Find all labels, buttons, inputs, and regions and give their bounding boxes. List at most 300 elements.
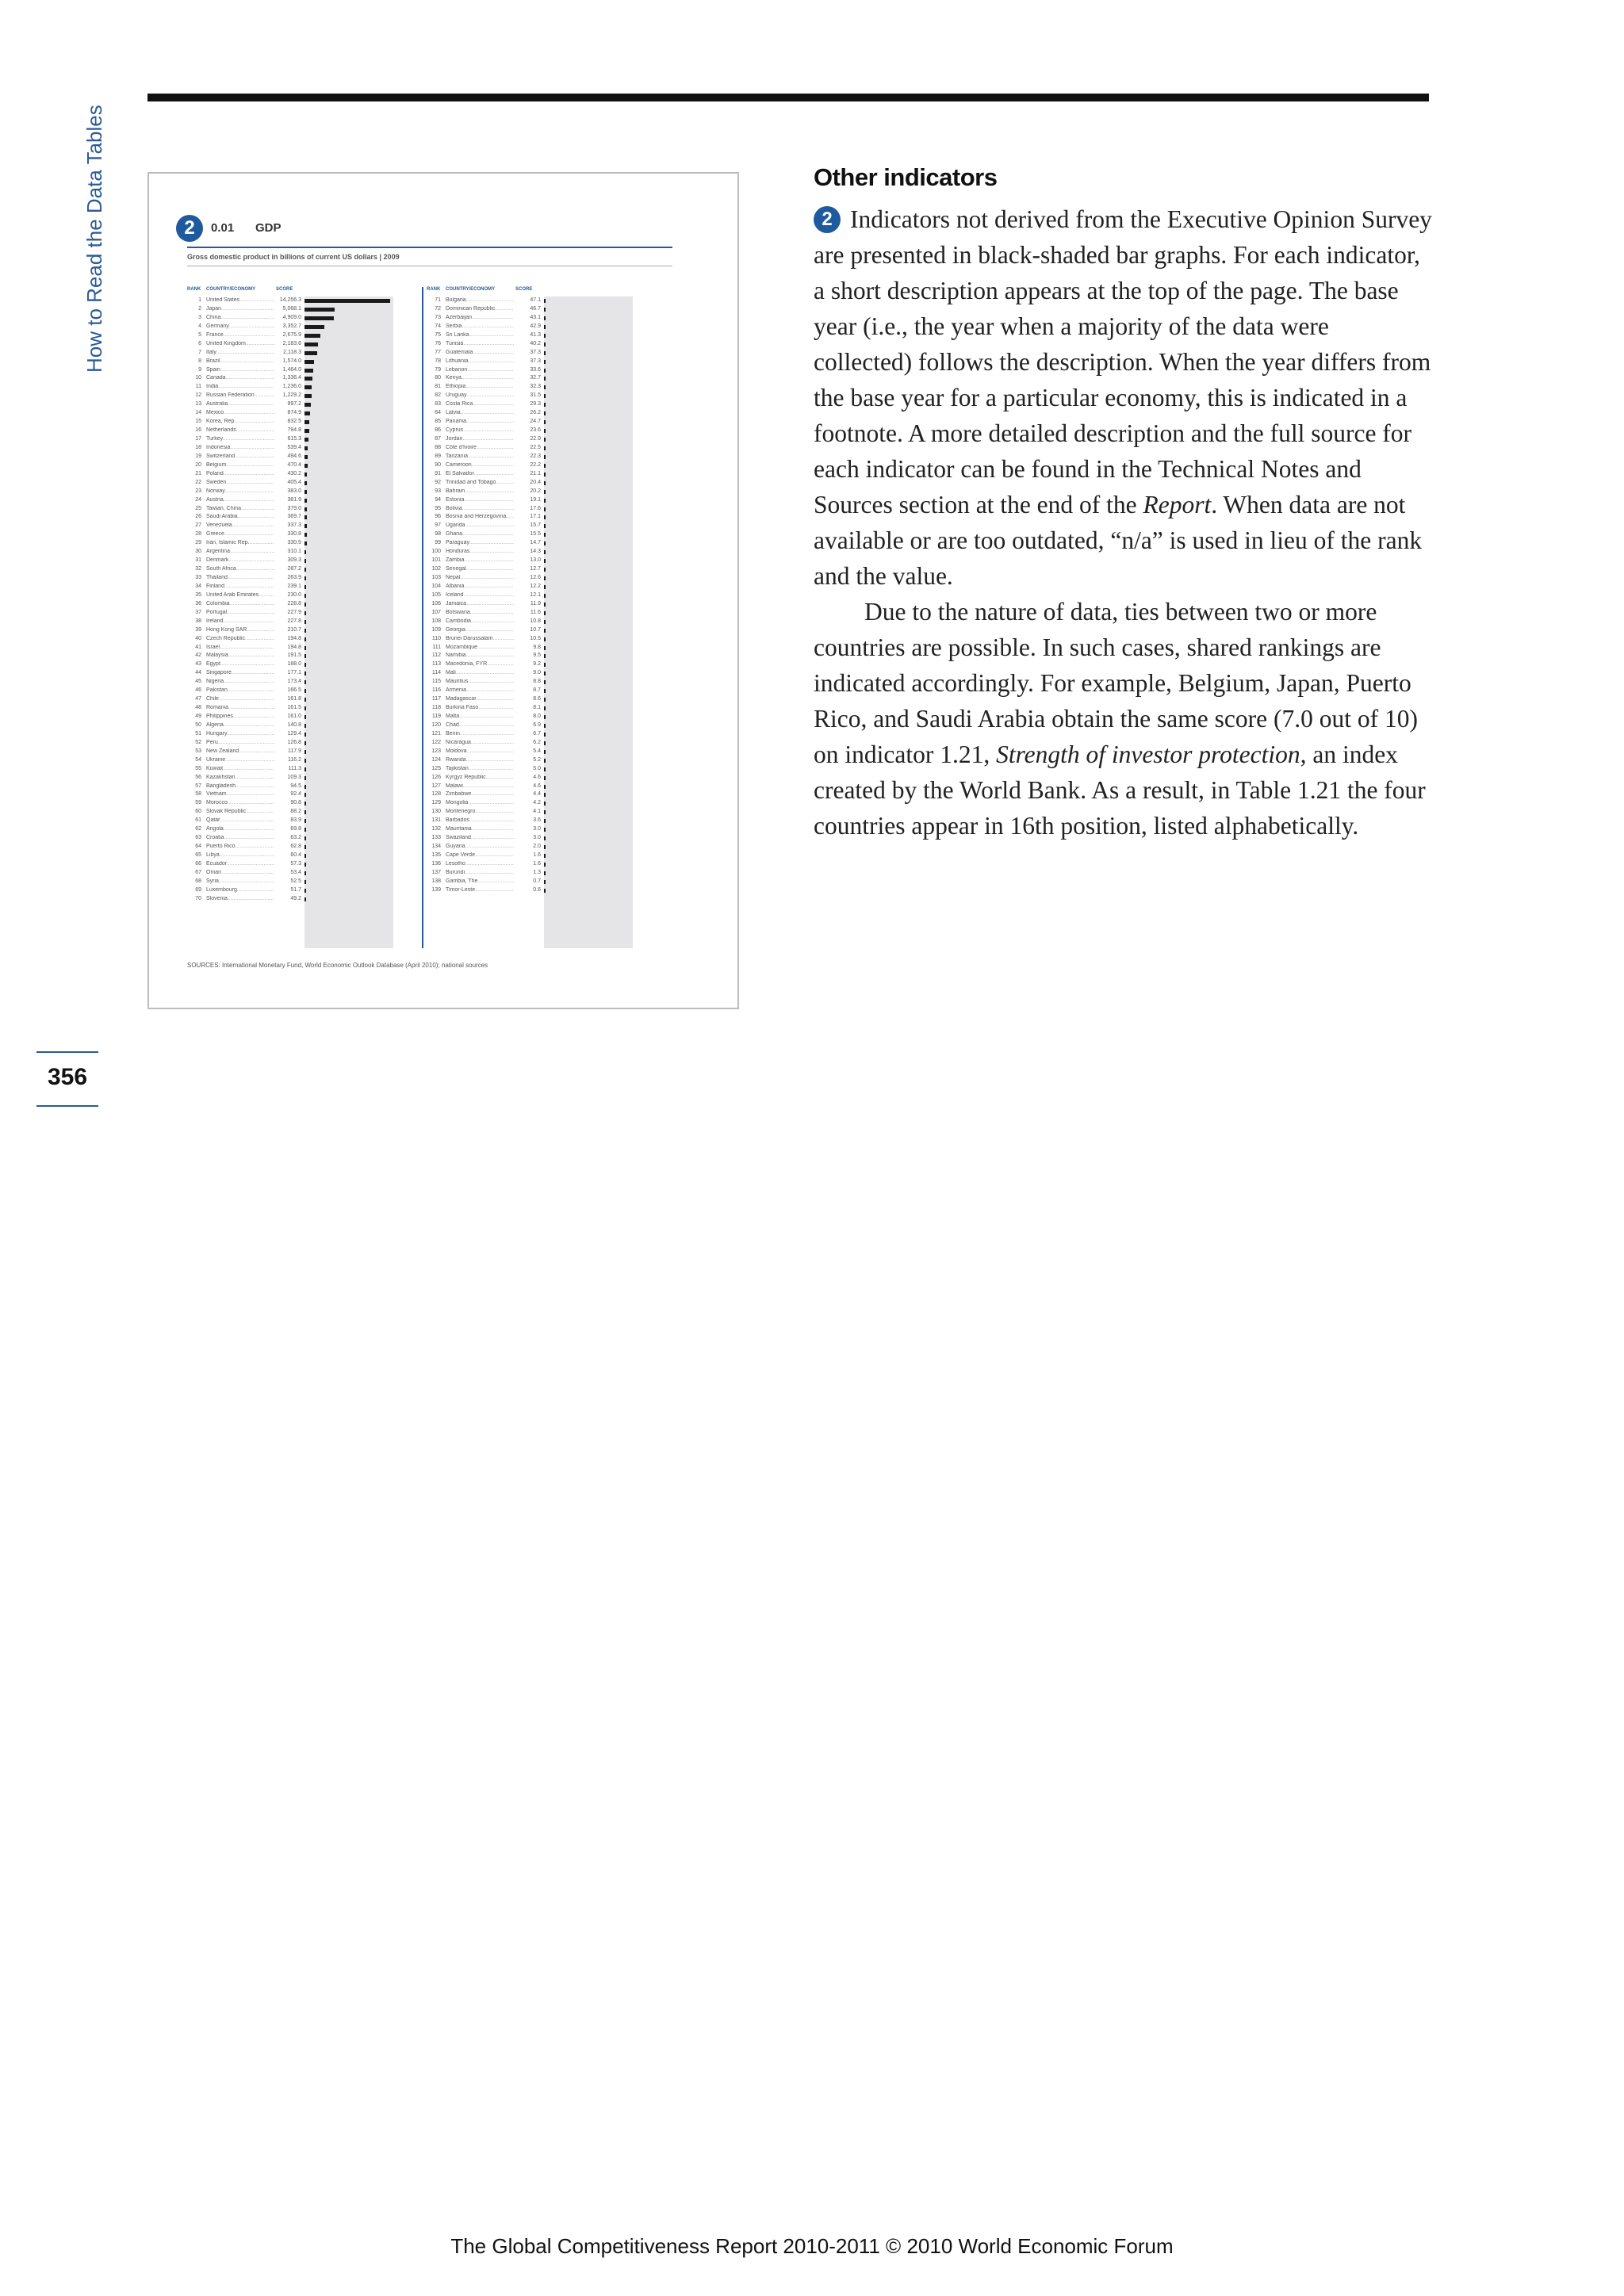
rank-value: 54 xyxy=(195,756,201,763)
rank-value: 65 xyxy=(195,852,201,858)
rank-value: 43 xyxy=(195,661,201,668)
rank-value: 39 xyxy=(195,626,201,633)
score-value: 14.3 xyxy=(514,549,541,554)
score-value: 94.5 xyxy=(274,783,301,789)
country-name: Botswana ..... xyxy=(446,610,514,615)
page-number-box xyxy=(36,1051,98,1107)
score-bar xyxy=(544,446,546,450)
table-row xyxy=(427,783,665,791)
table-row xyxy=(427,695,665,704)
table-row xyxy=(427,748,665,756)
table-row xyxy=(187,774,425,783)
table-row xyxy=(187,409,425,418)
rank-value: 4 xyxy=(198,323,201,329)
rank-value: 61 xyxy=(195,817,201,824)
page-number: 356 xyxy=(47,1064,88,1090)
table-row xyxy=(427,539,665,548)
score-value: 330.5 xyxy=(274,540,301,545)
score-value: 1.6 xyxy=(514,852,541,858)
rank-value: 23 xyxy=(195,488,201,494)
country-name: Russian Federation ..... xyxy=(206,392,274,398)
table-row xyxy=(427,557,665,565)
score-bar xyxy=(544,750,546,754)
score-bar xyxy=(304,515,307,519)
country-name: Qatar ..... xyxy=(206,817,274,823)
table-row xyxy=(187,461,425,470)
country-name: Azerbaijan ..... xyxy=(446,315,514,320)
score-bar xyxy=(544,828,546,832)
rank-value: 1 xyxy=(198,297,201,303)
table-row xyxy=(427,400,665,409)
score-bar xyxy=(304,733,306,737)
score-value: 310.1 xyxy=(274,549,301,554)
table-row xyxy=(427,591,665,600)
rank-value: 107 xyxy=(431,609,441,615)
table-row xyxy=(427,505,665,514)
country-name: Saudi Arabia ..... xyxy=(206,514,274,519)
score-value: 42.9 xyxy=(514,323,541,329)
country-name: Sweden ..... xyxy=(206,480,274,485)
country-name: Japan ..... xyxy=(206,306,274,312)
score-value: 10.7 xyxy=(514,627,541,633)
table-row xyxy=(187,565,425,574)
column-divider xyxy=(422,287,423,948)
country-name: Guyana ..... xyxy=(446,844,514,849)
rank-value: 55 xyxy=(195,765,201,771)
score-bar xyxy=(304,455,308,459)
rank-value: 73 xyxy=(435,314,441,320)
table-row xyxy=(427,652,665,660)
rank-value: 131 xyxy=(431,817,441,824)
table-row xyxy=(427,444,665,453)
rank-header: RANK xyxy=(187,287,201,292)
score-bar xyxy=(304,750,306,754)
country-name: Timor-Leste ..... xyxy=(446,887,514,893)
country-name: Lesotho ..... xyxy=(446,861,514,867)
rank-value: 7 xyxy=(198,349,201,355)
rank-value: 112 xyxy=(431,652,441,659)
table-row xyxy=(187,860,425,869)
table-row xyxy=(187,609,425,618)
score-value: 4.1 xyxy=(514,809,541,814)
country-name: Burkina Faso ..... xyxy=(446,705,514,710)
rank-value: 63 xyxy=(195,835,201,841)
score-bar xyxy=(544,672,546,675)
table-row xyxy=(187,843,425,851)
table-row xyxy=(187,323,425,331)
table-row xyxy=(187,748,425,756)
rank-value: 133 xyxy=(431,835,441,841)
rank-value: 13 xyxy=(195,401,201,408)
table-row xyxy=(427,470,665,479)
score-bar xyxy=(304,473,307,476)
rank-value: 89 xyxy=(435,453,441,459)
score-bar xyxy=(304,802,306,806)
country-name: Zimbabwe ..... xyxy=(446,791,514,797)
score-bar xyxy=(544,524,546,528)
score-bar xyxy=(304,524,307,528)
country-name: Barbados ..... xyxy=(446,817,514,823)
ranking-table xyxy=(187,287,672,948)
country-name: Mali ..... xyxy=(446,670,514,675)
score-bar xyxy=(304,438,308,442)
score-bar xyxy=(304,550,306,554)
top-rule xyxy=(147,94,1429,101)
rank-value: 93 xyxy=(435,488,441,494)
rank-value: 12 xyxy=(195,392,201,399)
score-value: 1.6 xyxy=(514,861,541,867)
score-value: 6.7 xyxy=(514,731,541,737)
table-row xyxy=(187,366,425,375)
country-header: COUNTRY/ECONOMY xyxy=(446,287,496,292)
rank-value: 82 xyxy=(435,392,441,399)
table-row xyxy=(427,799,665,808)
paragraph-1 xyxy=(814,201,1432,594)
rank-value: 36 xyxy=(195,600,201,607)
country-name: Costa Rica ..... xyxy=(446,401,514,407)
table-row xyxy=(187,427,425,435)
country-name: Georgia ..... xyxy=(446,627,514,633)
country-name: Cameroon ..... xyxy=(446,462,514,468)
score-bar xyxy=(544,550,546,554)
country-name: Singapore ..... xyxy=(206,670,274,675)
score-value: 8.7 xyxy=(514,687,541,693)
score-value: 230.0 xyxy=(274,592,301,598)
score-bar xyxy=(304,351,317,355)
score-bar xyxy=(304,342,318,346)
rank-value: 15 xyxy=(195,419,201,425)
score-bar xyxy=(544,385,546,389)
score-value: 4.4 xyxy=(514,791,541,797)
score-bar xyxy=(544,507,546,511)
table-row xyxy=(427,678,665,687)
country-name: El Salvador ..... xyxy=(446,471,514,476)
rank-value: 104 xyxy=(431,583,441,589)
rank-value: 25 xyxy=(195,505,201,511)
country-name: Argentina ..... xyxy=(206,549,274,554)
country-name: Honduras ..... xyxy=(446,549,514,554)
score-bar xyxy=(544,620,546,624)
report-title: Report xyxy=(1143,491,1212,519)
score-value: 832.5 xyxy=(274,419,301,424)
country-name: Nicaragua ..... xyxy=(446,740,514,745)
score-bar xyxy=(304,871,306,875)
rank-value: 28 xyxy=(195,531,201,538)
country-name: Jordan ..... xyxy=(446,436,514,442)
rank-value: 9 xyxy=(198,366,201,373)
country-name: Ukraine ..... xyxy=(206,757,274,763)
score-value: 383.0 xyxy=(274,488,301,494)
score-value: 24.7 xyxy=(514,419,541,424)
score-value: 46.7 xyxy=(514,306,541,312)
country-name: Denmark ..... xyxy=(206,557,274,563)
score-value: 5,068.1 xyxy=(274,306,301,312)
score-bar xyxy=(544,351,546,355)
country-name: Ireland ..... xyxy=(206,618,274,624)
rank-value: 2 xyxy=(198,305,201,312)
table-row xyxy=(427,739,665,748)
ranking-column-left xyxy=(187,287,425,904)
rank-value: 68 xyxy=(195,878,201,884)
score-value: 11.9 xyxy=(514,601,541,607)
score-bar xyxy=(304,576,306,580)
score-value: 40.2 xyxy=(514,341,541,346)
country-name: Cyprus ..... xyxy=(446,427,514,433)
rank-value: 91 xyxy=(435,470,441,476)
rank-value: 40 xyxy=(195,635,201,641)
table-row xyxy=(187,331,425,340)
country-header: COUNTRY/ECONOMY xyxy=(206,287,256,292)
rank-value: 62 xyxy=(195,826,201,832)
score-bar xyxy=(544,603,546,607)
rank-value: 70 xyxy=(195,895,201,901)
rank-value: 20 xyxy=(195,461,201,468)
table-row xyxy=(187,444,425,453)
score-value: 4.6 xyxy=(514,783,541,789)
score-value: 15.7 xyxy=(514,522,541,528)
score-value: 49.2 xyxy=(274,896,301,901)
score-bar xyxy=(544,637,546,641)
country-name: Brunei Darussalam ..... xyxy=(446,636,514,641)
score-bar xyxy=(544,308,546,312)
table-row xyxy=(187,435,425,444)
country-name: Macedonia, FYR ..... xyxy=(446,661,514,667)
score-bar xyxy=(304,541,307,545)
country-name: Kenya ..... xyxy=(446,375,514,381)
rank-value: 66 xyxy=(195,860,201,867)
score-bar xyxy=(544,646,546,650)
rank-value: 31 xyxy=(195,557,201,564)
rank-value: 110 xyxy=(431,635,441,641)
score-value: 69.8 xyxy=(274,826,301,832)
score-value: 8.0 xyxy=(514,714,541,719)
rank-value: 10 xyxy=(195,375,201,381)
score-value: 17.6 xyxy=(514,506,541,511)
column-header xyxy=(427,287,665,297)
rank-value: 48 xyxy=(195,705,201,711)
score-value: 126.8 xyxy=(274,740,301,745)
score-value: 337.3 xyxy=(274,522,301,528)
score-value: 2,183.6 xyxy=(274,341,301,346)
score-bar xyxy=(304,559,306,563)
rank-value: 32 xyxy=(195,566,201,572)
score-bar xyxy=(544,759,546,763)
rank-value: 11 xyxy=(195,384,201,390)
rank-value: 130 xyxy=(431,809,441,815)
country-name: Pakistan ..... xyxy=(206,687,274,693)
score-bar xyxy=(544,438,546,442)
score-value: 53.4 xyxy=(274,870,301,875)
table-row xyxy=(427,488,665,496)
rank-value: 136 xyxy=(431,860,441,867)
score-bar xyxy=(544,871,546,875)
score-value: 3.0 xyxy=(514,826,541,832)
score-value: 2,675.9 xyxy=(274,332,301,338)
table-row xyxy=(187,305,425,314)
rank-value: 14 xyxy=(195,410,201,416)
score-bar xyxy=(304,785,306,789)
table-row xyxy=(427,340,665,349)
country-name: Ethiopia ..... xyxy=(446,384,514,389)
rank-value: 51 xyxy=(195,730,201,737)
paragraph-1-end: . When data are not available or are too outdated, “n/a” is used in lieu of the rank and the value. xyxy=(814,491,1423,590)
table-row xyxy=(187,817,425,825)
rank-value: 138 xyxy=(431,878,441,884)
score-bar xyxy=(544,360,546,364)
score-value: 379.0 xyxy=(274,506,301,511)
country-name: Dominican Republic ..... xyxy=(446,306,514,312)
country-name: Jamaica ..... xyxy=(446,601,514,607)
country-name: Malawi ..... xyxy=(446,783,514,789)
score-value: 615.3 xyxy=(274,436,301,442)
score-bar xyxy=(304,568,306,572)
country-name: Tunisia ..... xyxy=(446,341,514,346)
table-row xyxy=(187,453,425,461)
table-row xyxy=(187,539,425,548)
country-name: Mauritius ..... xyxy=(446,679,514,684)
rank-value: 85 xyxy=(435,419,441,425)
score-value: 51.7 xyxy=(274,887,301,893)
country-name: Lithuania ..... xyxy=(446,358,514,364)
rank-value: 106 xyxy=(431,600,441,607)
rank-value: 69 xyxy=(195,886,201,893)
rank-value: 83 xyxy=(435,401,441,408)
score-value: 1,336.4 xyxy=(274,375,301,381)
score-value: 161.0 xyxy=(274,714,301,719)
rank-value: 35 xyxy=(195,591,201,598)
score-bar xyxy=(544,499,546,503)
country-name: Peru ..... xyxy=(206,740,274,745)
rank-value: 56 xyxy=(195,774,201,780)
score-value: 10.8 xyxy=(514,618,541,624)
rank-value: 126 xyxy=(431,774,441,780)
table-row xyxy=(427,765,665,774)
country-name: Egypt ..... xyxy=(206,661,274,667)
rank-value: 119 xyxy=(431,714,441,719)
rows-left xyxy=(187,297,425,904)
table-row xyxy=(187,591,425,600)
country-name: Bolivia ..... xyxy=(446,506,514,511)
score-bar xyxy=(544,394,546,398)
country-name: Namibia ..... xyxy=(446,652,514,658)
country-name: Syria ..... xyxy=(206,878,274,884)
score-value: 6.9 xyxy=(514,722,541,728)
score-value: 369.7 xyxy=(274,514,301,519)
rank-value: 38 xyxy=(195,618,201,624)
country-name: Malta ..... xyxy=(446,714,514,719)
score-value: 12.7 xyxy=(514,566,541,572)
country-name: Latvia ..... xyxy=(446,410,514,415)
score-bar xyxy=(304,411,310,415)
ranking-column-right xyxy=(427,287,665,895)
score-bar xyxy=(544,680,546,684)
country-name: Libya ..... xyxy=(206,852,274,858)
country-name: Belgium ..... xyxy=(206,462,274,468)
table-row xyxy=(187,505,425,514)
score-value: 173.4 xyxy=(274,679,301,684)
score-bar xyxy=(304,767,306,771)
score-value: 210.7 xyxy=(274,627,301,633)
country-name: Nepal ..... xyxy=(446,575,514,580)
score-value: 92.4 xyxy=(274,791,301,797)
figure-content xyxy=(184,215,672,948)
country-name: Slovak Republic ..... xyxy=(206,809,274,814)
indicator-name: GDP xyxy=(255,221,282,235)
rank-value: 115 xyxy=(431,679,441,685)
score-value: 4.2 xyxy=(514,800,541,806)
score-value: 3.6 xyxy=(514,817,541,823)
country-name: South Africa ..... xyxy=(206,566,274,572)
country-name: Mexico ..... xyxy=(206,410,274,415)
rank-value: 116 xyxy=(431,687,441,694)
table-row xyxy=(187,314,425,323)
rank-value: 88 xyxy=(435,444,441,450)
country-name: Canada ..... xyxy=(206,375,274,381)
rank-value: 127 xyxy=(431,783,441,789)
rank-value: 96 xyxy=(435,514,441,520)
table-row xyxy=(187,704,425,713)
score-bar xyxy=(544,585,546,589)
score-bar xyxy=(544,793,546,797)
score-value: 191.5 xyxy=(274,652,301,658)
rank-value: 49 xyxy=(195,714,201,719)
table-row xyxy=(427,878,665,886)
rank-value: 41 xyxy=(195,644,201,650)
score-bar xyxy=(304,403,311,407)
score-bar xyxy=(304,429,309,433)
rank-value: 139 xyxy=(431,886,441,893)
table-row xyxy=(427,574,665,583)
country-name: Israel ..... xyxy=(206,645,274,650)
table-row xyxy=(187,886,425,895)
country-name: Brazil ..... xyxy=(206,358,274,364)
rank-value: 46 xyxy=(195,687,201,694)
score-bar xyxy=(544,594,546,598)
country-name: Lebanon ..... xyxy=(446,367,514,373)
score-bar xyxy=(544,785,546,789)
score-value: 12.6 xyxy=(514,575,541,580)
score-bar xyxy=(544,316,546,320)
rank-value: 19 xyxy=(195,453,201,459)
country-name: United States ..... xyxy=(206,297,274,303)
score-value: 129.4 xyxy=(274,731,301,737)
rank-value: 80 xyxy=(435,375,441,381)
country-name: Croatia ..... xyxy=(206,835,274,840)
score-value: 381.9 xyxy=(274,497,301,503)
score-bar xyxy=(544,706,546,710)
score-value: 4.6 xyxy=(514,775,541,780)
rank-value: 132 xyxy=(431,826,441,832)
rank-value: 135 xyxy=(431,852,441,858)
score-bar xyxy=(544,767,546,771)
country-name: Tanzania ..... xyxy=(446,453,514,459)
score-value: 17.1 xyxy=(514,514,541,519)
table-row xyxy=(187,488,425,496)
table-row xyxy=(187,644,425,652)
score-value: 57.3 xyxy=(274,861,301,867)
rank-value: 117 xyxy=(431,696,441,702)
score-bar xyxy=(304,594,306,598)
score-bar xyxy=(544,464,546,468)
country-name: Colombia ..... xyxy=(206,601,274,607)
table-row xyxy=(427,669,665,678)
paragraph-2-text: Due to the nature of data, ties between two or more countries are possible. In such cases, shared rankings are indicated accordingly. For example, Belgium, Japan, Puerto Rico, and Saudi Arabia obtain the same score (7.0 out of 10) on indicator 1.21, xyxy=(814,598,1418,768)
rank-value: 101 xyxy=(431,557,441,564)
rank-value: 71 xyxy=(435,297,441,303)
country-name: Nigeria ..... xyxy=(206,679,274,684)
score-value: 874.9 xyxy=(274,410,301,415)
country-name: Côte d'Ivoire ..... xyxy=(446,445,514,450)
